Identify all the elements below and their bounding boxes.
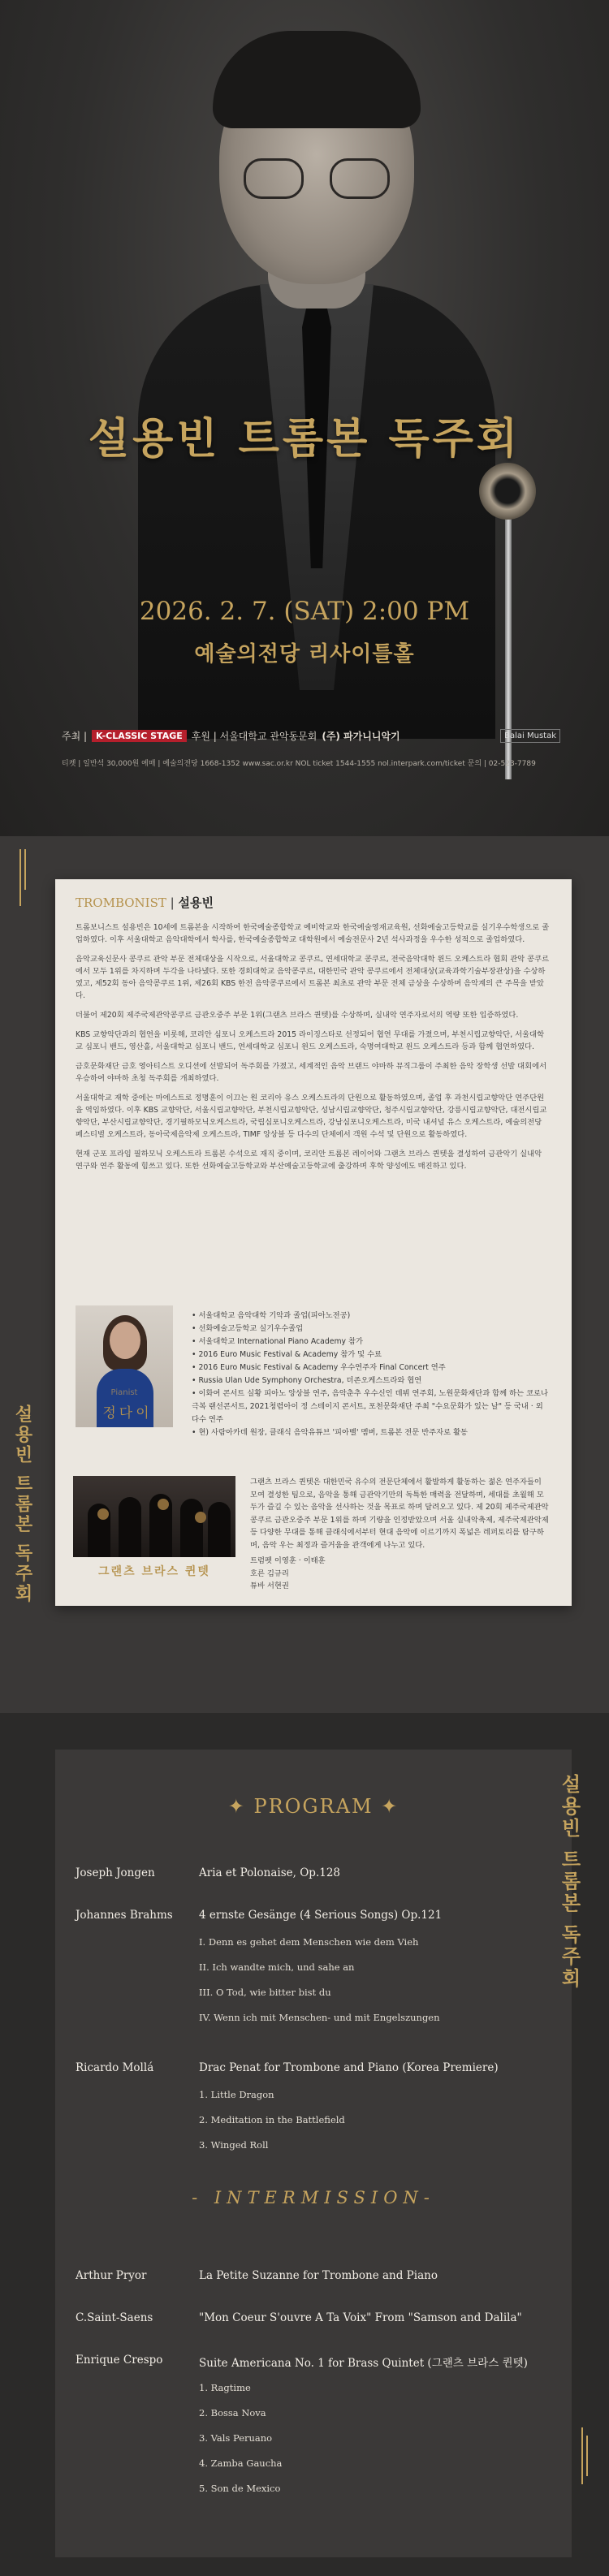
piece: Drac Penat for Trombone and Piano (Korea Premiere) (199, 2061, 499, 2074)
list-item: • 현) 사람아카데 원장, 클래식 음악유튜브 '피아벨' 멤버, 트롬본 전문 반주자로 활동 (192, 1426, 549, 1439)
quintet-name: 그랜츠 브라스 퀸텟 (98, 1565, 210, 1578)
pianist-bio-list (192, 1310, 549, 1439)
list-item: • 서울대학교 International Piano Academy 참가 (192, 1335, 549, 1348)
pianist-block (76, 1305, 173, 1427)
quintet-member: 호른 김규리 (250, 1568, 289, 1578)
bio-paragraph: 음악교육신문사 콩쿠르 관악 부문 전체대상을 시작으로, 서울대학교 콩쿠르, 연세대학교 콩쿠르, 전국음악대학 윈드 오케스트라 협회 관악 콩쿠르에서 모두 1위를 차지하며 두각을 나타냈다. 또한 경희대학교 음악콩쿠르, 대한민국 관악 콩쿠르에서 전체대상(교육과학기술부장관상)을 수상하였고, 제52회 동아 음악콩쿠르 1위, 제26회 KBS 한전 음악콩쿠르에서 트롬본 최초로 관악 부문 전체 금상을 수상하며 음악계의 큰 주목을 받았다. (76, 955, 550, 1000)
piece: La Petite Suzanne for Trombone and Piano (199, 2269, 438, 2282)
quintet-bio (250, 1476, 551, 1593)
piece: "Mon Coeur S'ouvre A Ta Voix" From "Samson and Dalila" (199, 2311, 522, 2324)
movement: III. O Tod, wie bitter bist du (199, 1987, 331, 1998)
movement: 3. Winged Roll (199, 2139, 269, 2151)
movement: 2. Bossa Nova (199, 2407, 266, 2419)
composer: Joseph Jongen (76, 1866, 155, 1879)
movement: 1. Ragtime (199, 2382, 251, 2393)
piece: Suite Americana No. 1 for Brass Quintet (그랜츠 브라스 퀸텟) (199, 2357, 528, 2370)
bio-paragraph: 서울대학교 재학 중에는 마에스트로 정명훈이 이끄는 원 코리아 유스 오케스트라의 단원으로 활동하였으며, 졸업 후 과천시립교향악단 연주단원을 역임하였다. 이후 KBS 교향악단, 서울시립교향악단, 부천시립교향악단, 성남시립교향악단, 청주시립교향악단, 강릉시립교향악단, 대전시립교향악단, 부산시립교향악단, 경기필하모닉오케스트라, 국립심포니오케스트라, 강남심포니오케스트라, 미국 내셔널 유스 오케스트라, 예술의전당 페스티벌 오케스트라, 동아국제음악제 오케스트라, TIMF 앙상블 등 다수의 단체에서 객원 수석 및 단원으로 활동하였다. (76, 1094, 547, 1139)
program-side-title: 설용빈 트롬본 독주회 (558, 1774, 581, 1990)
movement: I. Denn es gehet dem Menschen wie dem Vieh (199, 1936, 419, 1948)
quintet-photo (73, 1476, 235, 1557)
list-item: • 선화예술고등학교 실기우수졸업 (192, 1323, 549, 1335)
composer: Johannes Brahms (76, 1909, 173, 1922)
poster-title: 설용빈 트롬본 독주회 (88, 415, 521, 464)
composer: Ricardo Mollá (76, 2061, 154, 2074)
deco-line (19, 849, 21, 906)
program-panel (55, 1750, 572, 2557)
movement: 5. Son de Mexico (199, 2483, 281, 2494)
movement: 1. Little Dragon (199, 2089, 274, 2100)
movement: II. Ich wandte mich, und sahe an (199, 1961, 355, 1973)
piece: Aria et Polonaise, Op.128 (199, 1866, 341, 1879)
list-item: • 2016 Euro Music Festival & Academy 참가 및 수료 (192, 1348, 549, 1361)
role-label: TROMBONIST (76, 895, 166, 910)
composer: Enrique Crespo (76, 2354, 163, 2367)
piece: 4 ernste Gesänge (4 Serious Songs) Op.121 (199, 1909, 443, 1922)
pianist-caption: Pianist (110, 1388, 138, 1397)
quintet-paragraph: 그랜츠 브라스 퀸텟은 대한민국 유수의 전문단체에서 활발하게 활동하는 젊은 연주자들이 모여 결성한 팀으로, 음악을 통해 금관악기만의 독특한 매력을 전달하며, 세대를 초월해 모두가 즐길 수 있는 음악을 선사하는 것을 목표로 하며 달려오고 있다. 제 20회 제주국제관악콩쿠르 금관오중주 부문 1위를 하며 기량을 인정받았으며 서울 실내악축제, 제주국제관악제 등 다양한 무대를 통해 클래식에서부터 현대 음악에 이르기까지 폭넓은 레퍼토리를 탐구하며, 음악 우는 최정과 즐거움을 관객에게 나누고 있다. (250, 1478, 549, 1550)
movement: 3. Vals Peruano (199, 2432, 273, 2444)
pianist-name: 정다이 (102, 1405, 153, 1422)
deco-line (581, 2427, 583, 2484)
bio-paragraph: 트롬보니스트 설용빈은 10세에 트롬본을 시작하여 한국예술종합학교 예비학교와 한국예술영재교육원, 선화예술고등학교를 실기우수학생으로 졸업하였다. 이후 서울대학교 음악대학에서 학사를, 한국예술종합학교 대학원에서 예술전문사 2년 석사과정을 우수한 성적으로 졸업하였다. (76, 923, 550, 944)
ticket-info: 티켓 | 일반석 30,000원 예매 | 예술의전당 1668-1352 www.sac.or.kr NOL ticket 1544-1555 nol.interpark.com/ticket 문의 | 02-523-7789 (62, 760, 536, 768)
program-title: ✦ PROGRAM ✦ (227, 1795, 400, 1818)
host-logo: K-CLASSIC STAGE (92, 730, 187, 742)
poster (0, 0, 609, 836)
deco-line (586, 2436, 588, 2476)
balai-logo: Balai Mustak (500, 729, 560, 743)
side-title: 설용빈 트롬본 독주회 (12, 1405, 32, 1605)
composer: C.Saint-Saens (76, 2311, 153, 2324)
sponsor-label: 후원 | 서울대학교 관악동문회 (191, 731, 317, 742)
profile-card (55, 879, 572, 1606)
composer: Arthur Pryor (76, 2269, 147, 2282)
intermission: - INTERMISSION- (192, 2188, 435, 2207)
quintet-member: 튜바 서현권 (250, 1581, 289, 1590)
list-item: • Russia Ulan Ude Symphony Orchestra, 더존오케스트라와 협연 (192, 1374, 549, 1387)
list-item: • 2016 Euro Music Festival & Academy 우수연주자 Final Concert 연주 (192, 1361, 549, 1374)
bio-paragraph: 더불어 제20회 제주국제관악콩쿠르 금관오중주 부문 1위(그랜츠 브라스 퀸텟)를 수상하며, 실내악 연주자로서의 역량 또한 입증하였다. (76, 1011, 519, 1020)
sponsor2: (주) 파가니니악기 (322, 731, 400, 742)
bio-paragraph: 현재 군포 프라임 필하모닉 오케스트라 트롬본 수석으로 재직 중이며, 코리안 트롬본 레이어와 그랜츠 브라스 퀸텟을 결성하여 금관악기 실내악 연구와 연주 활동에 힘쓰고 있다. 또한 선화예술고등학교와 부산예술고등학교에 출강하며 후학 양성에도 매진하고 있다. (76, 1150, 542, 1171)
deco-line (24, 849, 26, 890)
list-item: • 서울대학교 음악대학 기악과 졸업(피아노전공) (192, 1310, 549, 1323)
quintet-member: 트럼펫 이영훈 · 이태훈 (250, 1556, 326, 1565)
performer-name: 설용빈 (178, 895, 214, 910)
movement: 4. Zamba Gaucha (199, 2457, 283, 2469)
poster-venue: 예술의전당 리사이틀홀 (194, 642, 415, 667)
movement: 2. Meditation in the Battlefield (199, 2114, 345, 2125)
profile-heading: TROMBONIST | 설용빈 (76, 895, 214, 910)
credits (62, 729, 560, 743)
movement: IV. Wenn ich mit Menschen- und mit Engelszungen (199, 2012, 440, 2023)
poster-date: 2026. 2. 7. (SAT) 2:00 PM (139, 597, 470, 626)
host-label: 주최 | (62, 731, 88, 742)
profile-bio (76, 921, 551, 1180)
bio-paragraph: KBS 교향악단과의 협연을 비롯해, 코리안 심포니 오케스트라 2015 라이징스타로 선정되어 협연 무대를 가졌으며, 부천시립교향악단, 서울대학교 심포니 밴드, 영산홀, 서울대학교 심포니 밴드, 연세대학교 심포니 윈드 오케스트라, 숙명여대학교 윈드 오케스트라 등과 함께 협연하였다. (76, 1030, 545, 1051)
bio-paragraph: 금호문화재단 금호 영아티스트 오디션에 선발되어 독주회를 가졌고, 세계적인 음악 브랜드 야마하 뮤직그룹이 주최한 음악 장학생 선발 대회에서 우승하여 야마하 초청 독주회를 개최하였다. (76, 1062, 547, 1083)
list-item: • 이화여 콘서트 실황 피아노 앙상블 연주, 음악춘추 우수신인 데뷔 연주회, 노원문화재단과 함께 하는 코로나극복 랜선콘서트, 2021청렴아이 정 스테이지 콘서트, 포천문화재단 주최 "수요문화가 있는 날" 등 국내 · 외 다수 연주 (192, 1387, 549, 1426)
